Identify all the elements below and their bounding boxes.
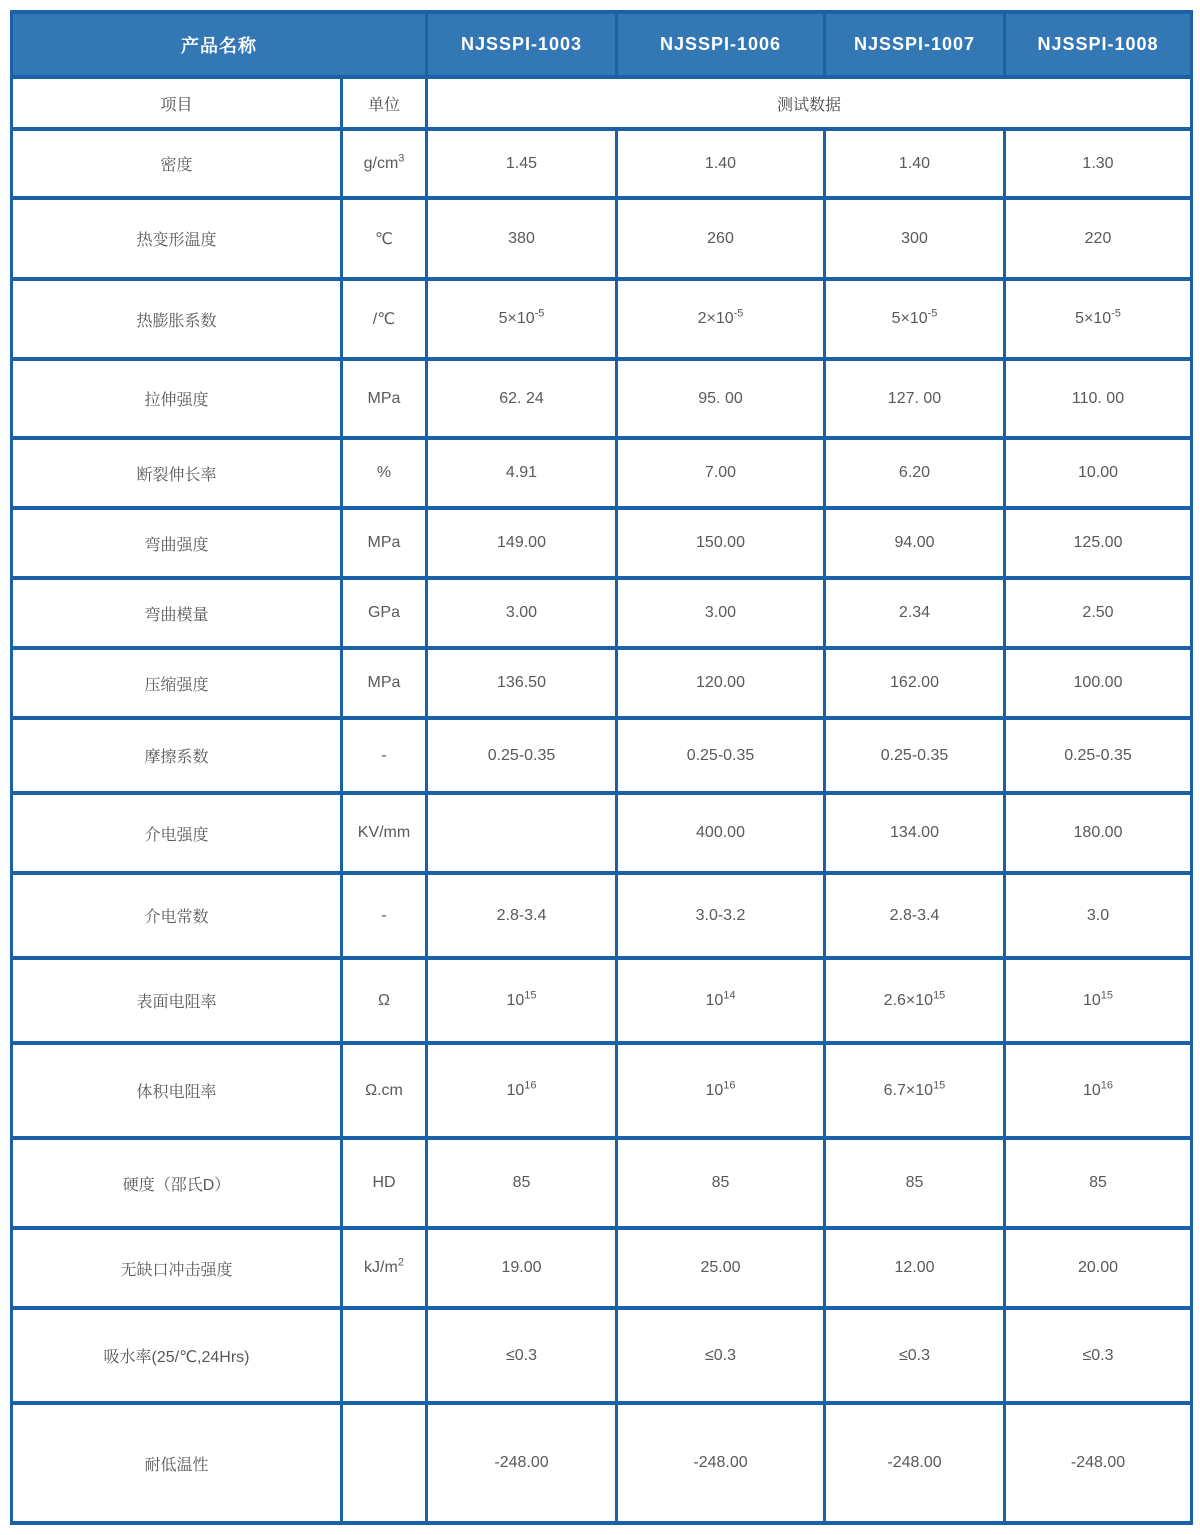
value-cell: 2.8-3.4 — [825, 873, 1005, 958]
table-row-unnotched-impact-strength — [12, 1228, 1192, 1308]
unit-cell: $kJ/m^2$ — [342, 1228, 427, 1308]
value-cell: 0.25-0.35 — [427, 718, 617, 793]
unit-cell: - — [342, 718, 427, 793]
value-cell: 149.00 — [427, 508, 617, 578]
unit-cell: HD — [342, 1138, 427, 1228]
value-cell: 0.25-0.35 — [1005, 718, 1192, 793]
value-cell: $5\times 10^{-5}$ — [1005, 279, 1192, 359]
value-cell: 260 — [617, 198, 825, 279]
product-column-header-1006: NJSSPI-1006 — [617, 12, 825, 77]
value-cell: 85 — [1005, 1138, 1192, 1228]
table-row-density — [12, 129, 1192, 198]
table-row-heat-deflection-temp — [12, 198, 1192, 279]
unit-cell: KV/mm — [342, 793, 427, 873]
value-cell: $10^{15}$ — [427, 958, 617, 1043]
value-cell: 110. 00 — [1005, 359, 1192, 438]
table-row-tensile-strength — [12, 359, 1192, 438]
row-label: 介电强度 — [12, 793, 342, 873]
unit-cell — [342, 1403, 427, 1523]
row-label: 无缺口冲击强度 — [12, 1228, 342, 1308]
value-cell: -248.00 — [1005, 1403, 1192, 1523]
row-label: 吸水率(25/℃,24Hrs) — [12, 1308, 342, 1403]
value-cell: 1.45 — [427, 129, 617, 198]
unit-column-header: 单位 — [342, 77, 427, 129]
value-cell: -248.00 — [617, 1403, 825, 1523]
value-cell: 12.00 — [825, 1228, 1005, 1308]
value-cell: ≤0.3 — [617, 1308, 825, 1403]
value-cell: $2.6\times 10^{15}$ — [825, 958, 1005, 1043]
value-cell: 3.00 — [427, 578, 617, 648]
table-row-elongation — [12, 438, 1192, 508]
value-cell: 3.0 — [1005, 873, 1192, 958]
table-row-water-absorption — [12, 1308, 1192, 1403]
value-cell — [427, 793, 617, 873]
value-cell: 3.0-3.2 — [617, 873, 825, 958]
value-cell: 220 — [1005, 198, 1192, 279]
unit-cell: - — [342, 873, 427, 958]
value-cell: 125.00 — [1005, 508, 1192, 578]
product-spec-table — [10, 10, 1193, 1525]
value-cell: 134.00 — [825, 793, 1005, 873]
value-cell: $5\times 10^{-5}$ — [825, 279, 1005, 359]
row-label: 热变形温度 — [12, 198, 342, 279]
table-row-low-temperature-resistance — [12, 1403, 1192, 1523]
table-row-flexural-strength — [12, 508, 1192, 578]
subheader-row — [12, 77, 1192, 129]
value-cell: $10^{14}$ — [617, 958, 825, 1043]
table-row-hardness — [12, 1138, 1192, 1228]
row-label: 断裂伸长率 — [12, 438, 342, 508]
unit-cell: Ω — [342, 958, 427, 1043]
unit-cell: MPa — [342, 508, 427, 578]
value-cell: -248.00 — [825, 1403, 1005, 1523]
value-cell: 120.00 — [617, 648, 825, 718]
row-label: 硬度（邵氏D） — [12, 1138, 342, 1228]
value-cell: 94.00 — [825, 508, 1005, 578]
value-cell: 85 — [825, 1138, 1005, 1228]
value-cell: 400.00 — [617, 793, 825, 873]
table-row-friction-coefficient — [12, 718, 1192, 793]
value-cell: $6.7\times 10^{15}$ — [825, 1043, 1005, 1138]
table-row-dielectric-strength — [12, 793, 1192, 873]
value-cell: 25.00 — [617, 1228, 825, 1308]
value-cell: 6.20 — [825, 438, 1005, 508]
test-data-header: 测试数据 — [427, 77, 1192, 129]
product-column-header-1003: NJSSPI-1003 — [427, 12, 617, 77]
table-row-flexural-modulus — [12, 578, 1192, 648]
value-cell: $5\times 10^{-5}$ — [427, 279, 617, 359]
value-cell: 7.00 — [617, 438, 825, 508]
row-label: 耐低温性 — [12, 1403, 342, 1523]
value-cell: 62. 24 — [427, 359, 617, 438]
value-cell: 10.00 — [1005, 438, 1192, 508]
value-cell: 4.91 — [427, 438, 617, 508]
value-cell: ≤0.3 — [1005, 1308, 1192, 1403]
value-cell: 0.25-0.35 — [617, 718, 825, 793]
unit-cell: Ω.cm — [342, 1043, 427, 1138]
item-column-header: 项目 — [12, 77, 342, 129]
unit-cell: /℃ — [342, 279, 427, 359]
unit-cell: GPa — [342, 578, 427, 648]
row-label: 表面电阻率 — [12, 958, 342, 1043]
value-cell: 95. 00 — [617, 359, 825, 438]
row-label: 密度 — [12, 129, 342, 198]
row-label: 体积电阻率 — [12, 1043, 342, 1138]
value-cell: 136.50 — [427, 648, 617, 718]
row-label: 介电常数 — [12, 873, 342, 958]
product-column-header-1008: NJSSPI-1008 — [1005, 12, 1192, 77]
table-row-volume-resistivity — [12, 1043, 1192, 1138]
header-row — [12, 12, 1192, 77]
value-cell: 85 — [617, 1138, 825, 1228]
row-label: 压缩强度 — [12, 648, 342, 718]
unit-cell: % — [342, 438, 427, 508]
value-cell: 1.30 — [1005, 129, 1192, 198]
product-column-header-1007: NJSSPI-1007 — [825, 12, 1005, 77]
value-cell: 85 — [427, 1138, 617, 1228]
unit-cell: ℃ — [342, 198, 427, 279]
value-cell: $10^{16}$ — [427, 1043, 617, 1138]
value-cell: 2.34 — [825, 578, 1005, 648]
row-label: 拉伸强度 — [12, 359, 342, 438]
table-row-thermal-expansion — [12, 279, 1192, 359]
table-row-dielectric-constant — [12, 873, 1192, 958]
unit-cell: $g/cm^3$ — [342, 129, 427, 198]
product-name-header: 产品名称 — [12, 12, 427, 77]
table-row-compressive-strength — [12, 648, 1192, 718]
value-cell: 300 — [825, 198, 1005, 279]
row-label: 热膨胀系数 — [12, 279, 342, 359]
row-label: 摩擦系数 — [12, 718, 342, 793]
value-cell: 100.00 — [1005, 648, 1192, 718]
unit-cell: MPa — [342, 648, 427, 718]
value-cell: ≤0.3 — [427, 1308, 617, 1403]
value-cell: 150.00 — [617, 508, 825, 578]
value-cell: 19.00 — [427, 1228, 617, 1308]
value-cell: 1.40 — [617, 129, 825, 198]
value-cell: 180.00 — [1005, 793, 1192, 873]
value-cell: -248.00 — [427, 1403, 617, 1523]
value-cell: 2.8-3.4 — [427, 873, 617, 958]
value-cell: 20.00 — [1005, 1228, 1192, 1308]
unit-cell — [342, 1308, 427, 1403]
row-label: 弯曲强度 — [12, 508, 342, 578]
value-cell: $10^{16}$ — [617, 1043, 825, 1138]
value-cell: ≤0.3 — [825, 1308, 1005, 1403]
value-cell: 162.00 — [825, 648, 1005, 718]
value-cell: 380 — [427, 198, 617, 279]
value-cell: 3.00 — [617, 578, 825, 648]
value-cell: $2\times 10^{-5}$ — [617, 279, 825, 359]
table-row-surface-resistivity — [12, 958, 1192, 1043]
value-cell: $10^{16}$ — [1005, 1043, 1192, 1138]
value-cell: $10^{15}$ — [1005, 958, 1192, 1043]
unit-cell: MPa — [342, 359, 427, 438]
value-cell: 1.40 — [825, 129, 1005, 198]
value-cell: 2.50 — [1005, 578, 1192, 648]
value-cell: 127. 00 — [825, 359, 1005, 438]
row-label: 弯曲模量 — [12, 578, 342, 648]
value-cell: 0.25-0.35 — [825, 718, 1005, 793]
